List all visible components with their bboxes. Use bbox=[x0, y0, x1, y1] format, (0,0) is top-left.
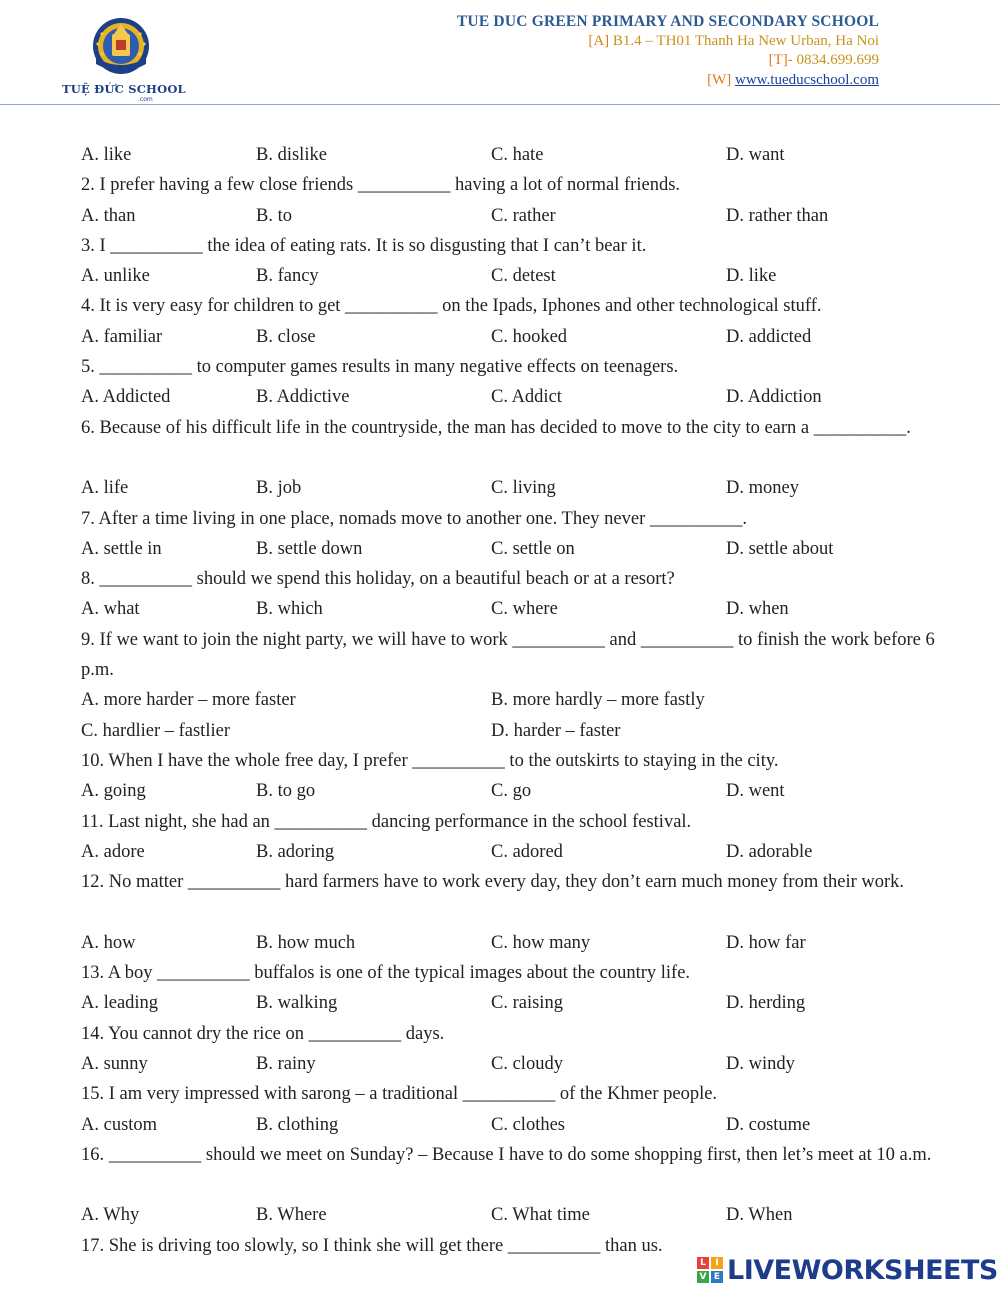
q15-text: 15. I am very impressed with sarong – a traditional __________ of the Khmer people. bbox=[81, 1084, 718, 1105]
q4-option-b[interactable]: B. close bbox=[256, 326, 316, 347]
q10-options bbox=[81, 776, 941, 806]
q2-options bbox=[81, 201, 941, 231]
q6-option-d[interactable]: D. money bbox=[726, 478, 799, 499]
q16-option-d[interactable]: D. When bbox=[726, 1205, 793, 1226]
q8-option-b[interactable]: B. which bbox=[256, 599, 323, 620]
q17-text: 17. She is driving too slowly, so I think she will get there __________ than us. bbox=[81, 1235, 663, 1256]
website-link[interactable]: www.tueducschool.com bbox=[735, 71, 879, 88]
q12-option-a[interactable]: A. how bbox=[81, 932, 136, 953]
brand-letter-i: I bbox=[711, 1257, 723, 1269]
q7-options bbox=[81, 534, 941, 564]
q10-option-a[interactable]: A. going bbox=[81, 781, 146, 802]
q11-options bbox=[81, 837, 941, 867]
q11-option-a[interactable]: A. adore bbox=[81, 841, 145, 862]
q3-option-c[interactable]: C. detest bbox=[491, 266, 556, 287]
liveworksheets-logo-icon bbox=[697, 1257, 723, 1283]
q5-option-d[interactable]: D. Addiction bbox=[726, 387, 822, 408]
address-tag: [A] bbox=[588, 32, 610, 49]
q7-option-b[interactable]: B. settle down bbox=[256, 538, 363, 559]
q15-option-c[interactable]: C. clothes bbox=[491, 1114, 565, 1135]
q13-text: 13. A boy __________ buffalos is one of the typical images about the country life. bbox=[81, 963, 691, 984]
q1-option-a[interactable]: A. like bbox=[81, 145, 132, 165]
q3-text: 3. I __________ the idea of eating rats. It is so disgusting that I can’t bear it. bbox=[81, 235, 647, 256]
school-address bbox=[457, 32, 879, 52]
q5-option-a[interactable]: A. Addicted bbox=[81, 387, 171, 408]
q15-option-a[interactable]: A. custom bbox=[81, 1114, 158, 1135]
q14-option-c[interactable]: C. cloudy bbox=[491, 1053, 563, 1074]
q5-option-b[interactable]: B. Addictive bbox=[256, 387, 350, 408]
q15-option-b[interactable]: B. clothing bbox=[256, 1114, 339, 1135]
q7-option-c[interactable]: C. settle on bbox=[491, 538, 575, 559]
q7-option-d[interactable]: D. settle about bbox=[726, 538, 834, 559]
q6-text: 6. Because of his difficult life in the countryside, the man has decided to move to the city to earn a __________. bbox=[81, 417, 911, 438]
q3-options bbox=[81, 261, 941, 291]
q8-option-d[interactable]: D. when bbox=[726, 599, 789, 620]
q10-text: 10. When I have the whole free day, I prefer __________ to the outskirts to staying in the city. bbox=[81, 750, 779, 771]
q1-options bbox=[81, 140, 941, 170]
q14-option-a[interactable]: A. sunny bbox=[81, 1053, 148, 1074]
q2-option-b[interactable]: B. to bbox=[256, 205, 292, 226]
q6-options bbox=[81, 473, 941, 503]
brand-letter-l: L bbox=[697, 1257, 709, 1269]
q10-option-c[interactable]: C. go bbox=[491, 781, 532, 802]
q15-options bbox=[81, 1110, 941, 1140]
q12-option-c[interactable]: C. how many bbox=[491, 932, 591, 953]
q9-option-d[interactable]: D. harder – faster bbox=[491, 720, 621, 741]
q6-option-c[interactable]: C. living bbox=[491, 478, 556, 499]
q4-text: 4. It is very easy for children to get __________ on the Ipads, Iphones and other technological stuff. bbox=[81, 296, 822, 317]
brand-letter-e: E bbox=[711, 1271, 723, 1283]
q16-text: 16. __________ should we meet on Sunday? – Because I have to do some shopping first, then let’s meet at 10 a.m. bbox=[81, 1144, 932, 1165]
q12-options bbox=[81, 928, 941, 958]
q13-option-d[interactable]: D. herding bbox=[726, 993, 806, 1014]
header-divider bbox=[0, 104, 1000, 105]
logo-subtext: .com bbox=[138, 96, 153, 103]
logo-text: TUỆ ĐỨC SCHOOL bbox=[62, 82, 186, 96]
q16-option-b[interactable]: B. Where bbox=[256, 1205, 327, 1226]
web-tag: [W] bbox=[707, 71, 732, 88]
q8-options bbox=[81, 594, 941, 624]
q13-options bbox=[81, 988, 941, 1018]
q10-option-d[interactable]: D. went bbox=[726, 781, 785, 802]
liveworksheets-text: LIVEWORKSHEETS bbox=[727, 1254, 998, 1286]
q1-option-c[interactable]: C. hate bbox=[491, 145, 544, 165]
q9-option-b[interactable]: B. more hardly – more fastly bbox=[491, 690, 705, 711]
page-header bbox=[0, 0, 1000, 105]
q5-options bbox=[81, 382, 941, 412]
q3-option-a[interactable]: A. unlike bbox=[81, 266, 150, 287]
q13-option-c[interactable]: C. raising bbox=[491, 993, 563, 1014]
q2-option-d[interactable]: D. rather than bbox=[726, 205, 829, 226]
q9-options-row2 bbox=[81, 716, 941, 746]
q15-option-d[interactable]: D. costume bbox=[726, 1114, 811, 1135]
q12-option-d[interactable]: D. how far bbox=[726, 932, 806, 953]
q11-option-c[interactable]: C. adored bbox=[491, 841, 563, 862]
q11-option-b[interactable]: B. adoring bbox=[256, 841, 335, 862]
q9-text: 9. If we want to join the night party, we will have to work __________ and __________ to finish the work before 6 p.m. bbox=[81, 629, 935, 681]
q9-option-c[interactable]: C. hardlier – fastlier bbox=[81, 720, 230, 741]
school-info bbox=[457, 12, 879, 90]
q14-options bbox=[81, 1049, 941, 1079]
q16-option-a[interactable]: A. Why bbox=[81, 1205, 140, 1226]
school-name: TUE DUC GREEN PRIMARY AND SECONDARY SCHOOL bbox=[456, 13, 879, 30]
q6-option-b[interactable]: B. job bbox=[256, 478, 302, 499]
q1-option-d[interactable]: D. want bbox=[726, 145, 785, 165]
brand-letter-v: V bbox=[697, 1271, 709, 1283]
q2-option-a[interactable]: A. than bbox=[81, 205, 136, 226]
phone-tag: [T] bbox=[768, 52, 788, 68]
q14-option-b[interactable]: B. rainy bbox=[256, 1053, 316, 1074]
q3-option-d[interactable]: D. like bbox=[726, 266, 777, 287]
q8-option-a[interactable]: A. what bbox=[81, 599, 140, 620]
school-logo bbox=[62, 12, 186, 103]
q14-text: 14. You cannot dry the rice on __________ days. bbox=[81, 1023, 445, 1044]
q4-option-d[interactable]: D. addicted bbox=[726, 326, 812, 347]
school-crest-icon bbox=[62, 12, 180, 82]
q5-option-c[interactable]: C. Addict bbox=[491, 387, 562, 408]
q2-option-c[interactable]: C. rather bbox=[491, 205, 556, 226]
q7-text: 7. After a time living in one place, nomads move to another one. They never __________. bbox=[81, 508, 748, 529]
q2-text: 2. I prefer having a few close friends __________ having a lot of normal friends. bbox=[81, 175, 681, 196]
q11-text: 11. Last night, she had an __________ dancing performance in the school festival. bbox=[81, 811, 692, 832]
q16-options bbox=[81, 1200, 941, 1230]
q1-option-b[interactable]: B. dislike bbox=[256, 145, 327, 165]
q14-option-d[interactable]: D. windy bbox=[726, 1053, 795, 1074]
school-phone bbox=[457, 51, 879, 71]
q5-text: 5. __________ to computer games results in many negative effects on teenagers. bbox=[81, 357, 679, 378]
q12-text: 12. No matter __________ hard farmers have to work every day, they don’t earn much money from their work. bbox=[81, 872, 905, 893]
school-website bbox=[457, 71, 879, 91]
q12-option-b[interactable]: B. how much bbox=[256, 932, 356, 953]
q16-option-c[interactable]: C. What time bbox=[491, 1205, 590, 1226]
address-text: B1.4 – TH01 Thanh Ha New Urban, Ha Noi bbox=[609, 32, 879, 49]
q7-option-a[interactable]: A. settle in bbox=[81, 538, 162, 559]
q13-option-b[interactable]: B. walking bbox=[256, 993, 338, 1014]
q11-option-d[interactable]: D. adorable bbox=[726, 841, 813, 862]
q4-option-a[interactable]: A. familiar bbox=[81, 326, 163, 347]
q4-options bbox=[81, 322, 941, 352]
q9-options-row1 bbox=[81, 685, 941, 715]
liveworksheets-brand[interactable] bbox=[697, 1253, 998, 1287]
q8-text: 8. __________ should we spend this holiday, on a beautiful beach or at a resort? bbox=[81, 569, 675, 590]
worksheet-content bbox=[81, 140, 941, 1261]
q8-option-c[interactable]: C. where bbox=[491, 599, 558, 620]
phone-text: - 0834.699.699 bbox=[787, 52, 879, 68]
q6-option-a[interactable]: A. life bbox=[81, 478, 129, 499]
q4-option-c[interactable]: C. hooked bbox=[491, 326, 568, 347]
q13-option-a[interactable]: A. leading bbox=[81, 993, 159, 1014]
q9-option-a[interactable]: A. more harder – more faster bbox=[81, 690, 296, 711]
q3-option-b[interactable]: B. fancy bbox=[256, 266, 319, 287]
q10-option-b[interactable]: B. to go bbox=[256, 781, 316, 802]
